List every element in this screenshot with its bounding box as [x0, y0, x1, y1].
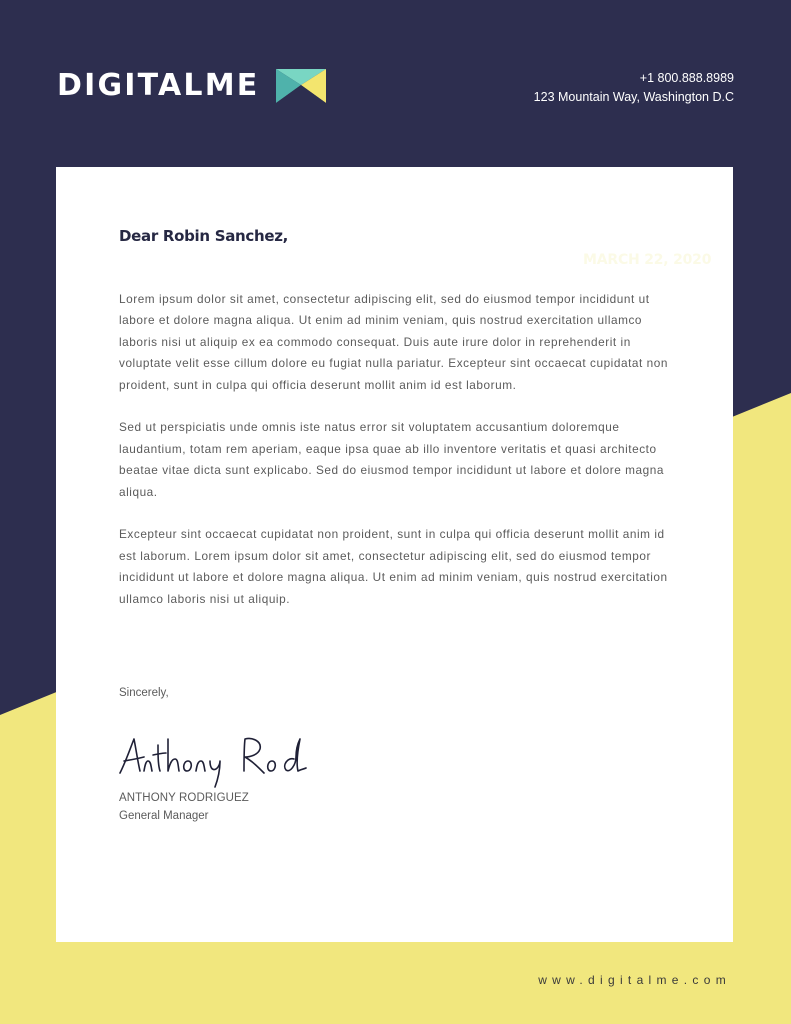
greeting: Dear Robin Sanchez, — [119, 227, 289, 245]
phone-number: +1 800.888.8989 — [639, 71, 734, 85]
brand-logo — [57, 68, 326, 104]
website-link[interactable]: www.digitalme.com — [538, 973, 731, 987]
letter-body — [119, 289, 679, 631]
paragraph-2: Sed ut perspiciatis unde omnis iste natus error sit voluptatem accusantium doloremque laudantium, totam rem aperiam, eaque ipsa quae ab illo inventore veritatis et quasi architecto beatae vitae dicta sunt explicabo. Sed do eiusmod tempor incididunt ut labore et dolore magna aliqua. — [119, 420, 664, 499]
signer-name: ANTHONY RODRIGUEZ — [119, 792, 249, 804]
paragraph-1: Lorem ipsum dolor sit amet, consectetur adipiscing elit, sed do eiusmod tempor incididunt ut labore et dolore magna aliqua. Ut enim ad minim veniam, quis nostrud exercitation ullamco laboris nisi ut aliquip ex ea commodo consequat. Duis aute irure dolor in reprehenderit in voluptate velit esse cillum dolore eu fugiat nulla pariatur. Excepteur sint occaecat cupidatat non proident, sunt in culpa qui officia deserunt mollit anim id est laborum. — [119, 292, 669, 392]
envelope-triangles-icon — [276, 69, 326, 103]
letter-card — [56, 167, 733, 942]
closing: Sincerely, — [119, 687, 169, 699]
address: 123 Mountain Way, Washington D.C — [533, 90, 734, 104]
signer-title: General Manager — [119, 810, 209, 822]
letter-date: MARCH 22, 2020 — [583, 252, 712, 268]
signature-image — [118, 735, 318, 789]
brand-name: DIGITALME — [57, 68, 260, 103]
contact-info — [534, 69, 734, 107]
paragraph-3: Excepteur sint occaecat cupidatat non proident, sunt in culpa qui officia deserunt mollit anim id est laborum. Lorem ipsum dolor sit amet, consectetur adipiscing elit, sed do eiusmod tempor incididunt ut labore et dolore magna aliqua. Ut enim ad minim veniam, quis nostrud exercitation ullamco laboris nisi ut aliquip. — [119, 527, 668, 606]
